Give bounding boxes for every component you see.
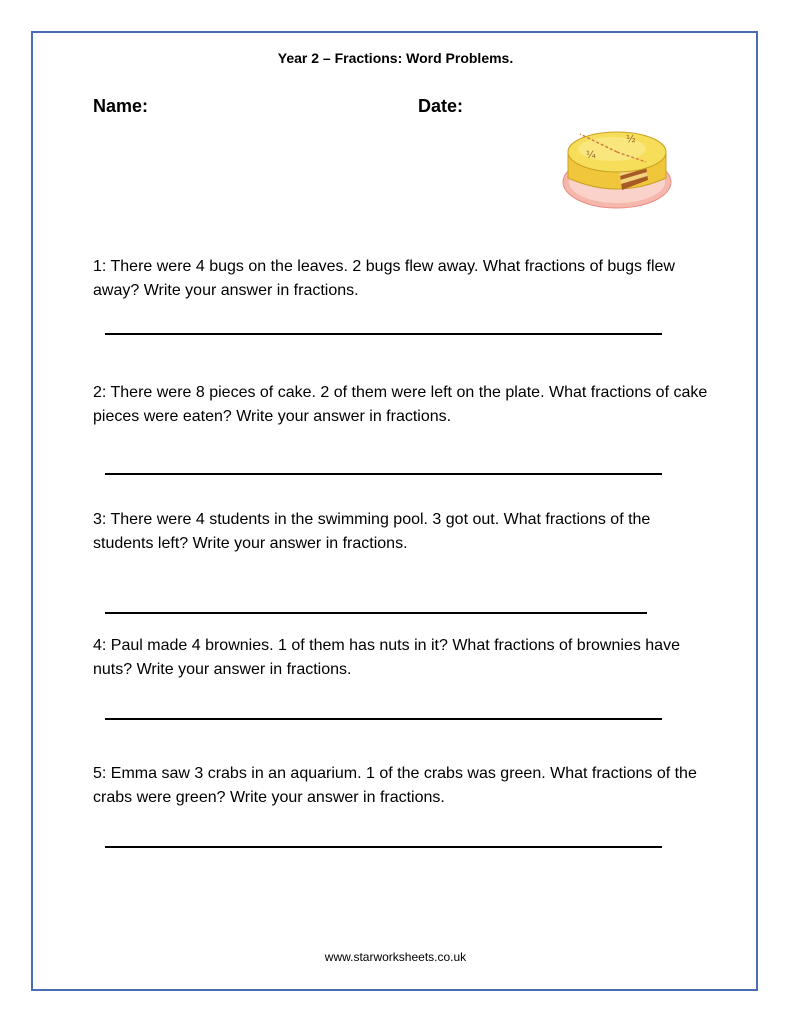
question-5: 5: Emma saw 3 crabs in an aquarium. 1 of the crabs was green. What fractions of the crabs were green? Write your answer in fractions.	[93, 765, 697, 806]
question-4: 4: Paul made 4 brownies. 1 of them has nuts in it? What fractions of brownies have nuts? Write your answer in fractions.	[93, 637, 680, 678]
question-2: 2: There were 8 pieces of cake. 2 of them were left on the plate. What fractions of cake pieces were eaten? Write your answer in fractions.	[93, 384, 708, 425]
name-label: Name:	[93, 96, 149, 116]
answer-line-4[interactable]	[105, 718, 662, 720]
cake-label-quarter: ¼	[586, 150, 596, 161]
answer-line-2[interactable]	[105, 473, 662, 475]
cake-label-half: ½	[626, 134, 636, 145]
footer-website: www.starworksheets.co.uk	[324, 950, 467, 964]
answer-line-5[interactable]	[105, 846, 662, 848]
cake-illustration	[560, 120, 675, 215]
question-1: 1: There were 4 bugs on the leaves. 2 bugs flew away. What fractions of bugs flew away? Write your answer in fractions.	[93, 258, 675, 299]
answer-line-3[interactable]	[105, 612, 647, 614]
worksheet-title: Year 2 – Fractions: Word Problems.	[277, 50, 514, 66]
question-3: 3: There were 4 students in the swimming pool. 3 got out. What fractions of the students left? Write your answer in fractions.	[93, 511, 651, 552]
answer-line-1[interactable]	[105, 333, 662, 335]
date-label: Date:	[418, 96, 464, 116]
